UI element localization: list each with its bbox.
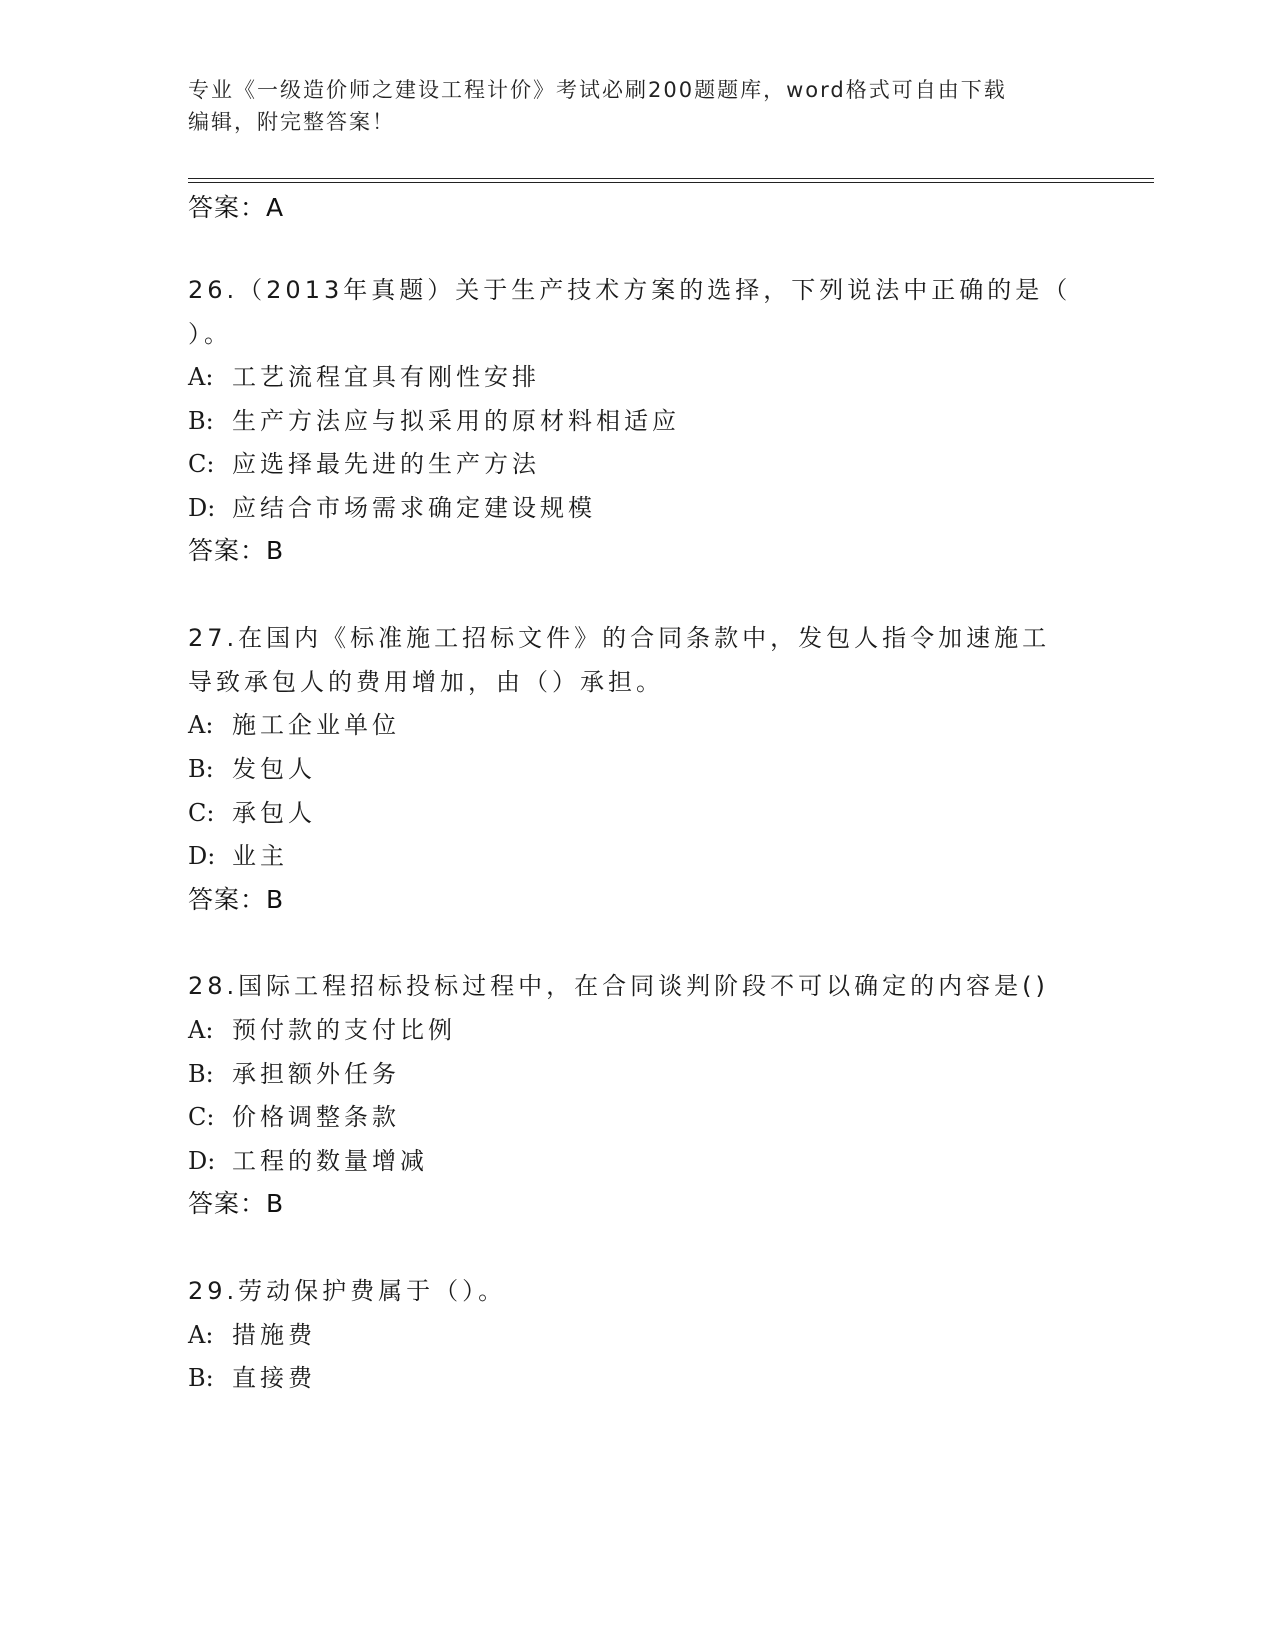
- answer-line: 答案：A: [188, 193, 285, 222]
- header-line-2: 编辑，附完整答案！: [188, 110, 395, 134]
- question-28-option-b: [188, 1051, 400, 1097]
- option-letter: D:: [188, 494, 216, 522]
- question-28-option-c: [188, 1094, 400, 1140]
- option-text: 承担额外任务: [232, 1060, 400, 1088]
- question-27-option-c: [188, 790, 316, 836]
- question-26-option-a: [188, 354, 540, 400]
- option-text: 发包人: [232, 755, 316, 783]
- question-27-option-a: [188, 702, 400, 748]
- option-letter: B:: [188, 1060, 214, 1088]
- question-28-option-a: [188, 1007, 456, 1053]
- question-26-option-c: [188, 441, 540, 487]
- question-27-answer: 答案：B: [188, 885, 285, 914]
- option-text: 应选择最先进的生产方法: [232, 450, 540, 478]
- option-letter: B:: [188, 1364, 214, 1392]
- option-text: 施工企业单位: [232, 711, 400, 739]
- option-letter: A:: [188, 1016, 214, 1044]
- option-letter: D:: [188, 1147, 216, 1175]
- option-letter: C:: [188, 799, 215, 827]
- question-26-stem-line-2: ）。: [188, 320, 232, 348]
- document-header: [188, 74, 1088, 138]
- question-27-option-b: [188, 746, 316, 792]
- option-text: 价格调整条款: [232, 1103, 400, 1131]
- header-divider-bottom: [188, 182, 1154, 183]
- option-text: 应结合市场需求确定建设规模: [232, 494, 596, 522]
- question-27-stem-line-2: 导致承包人的费用增加，由（）承担。: [188, 668, 664, 696]
- option-text: 生产方法应与拟采用的原材料相适应: [232, 407, 680, 435]
- option-letter: A:: [188, 363, 214, 391]
- question-28-option-d: [188, 1138, 428, 1184]
- option-text: 工程的数量增减: [232, 1147, 428, 1175]
- option-text: 预付款的支付比例: [232, 1016, 456, 1044]
- option-letter: D:: [188, 842, 216, 870]
- question-26-stem-line-1: 26.（2013年真题）关于生产技术方案的选择，下列说法中正确的是（: [188, 276, 1072, 304]
- header-line-1: 专业《一级造价师之建设工程计价》考试必刷200题题库，word格式可自由下载: [188, 78, 1007, 102]
- option-text: 直接费: [232, 1364, 316, 1392]
- question-29-option-b: [188, 1355, 316, 1401]
- question-29-option-a: [188, 1312, 316, 1358]
- option-letter: A:: [188, 1321, 214, 1349]
- option-letter: B:: [188, 755, 214, 783]
- option-text: 业主: [232, 842, 288, 870]
- question-27-option-d: [188, 833, 288, 879]
- question-26-option-b: [188, 398, 680, 444]
- question-28-stem-line-1: 28.国际工程招标投标过程中，在合同谈判阶段不可以确定的内容是(): [188, 972, 1049, 1000]
- question-26-option-d: [188, 485, 596, 531]
- option-text: 工艺流程宜具有刚性安排: [232, 363, 540, 391]
- option-text: 承包人: [232, 799, 316, 827]
- question-27-stem-line-1: 27.在国内《标准施工招标文件》的合同条款中，发包人指令加速施工: [188, 624, 1051, 652]
- question-26-answer: 答案：B: [188, 536, 285, 565]
- option-letter: C:: [188, 1103, 215, 1131]
- option-text: 措施费: [232, 1321, 316, 1349]
- option-letter: A:: [188, 711, 214, 739]
- option-letter: C:: [188, 450, 215, 478]
- question-28-answer: 答案：B: [188, 1189, 285, 1218]
- header-divider-top: [188, 178, 1154, 179]
- question-29-stem-line-1: 29.劳动保护费属于（）。: [188, 1277, 507, 1305]
- option-letter: B:: [188, 407, 214, 435]
